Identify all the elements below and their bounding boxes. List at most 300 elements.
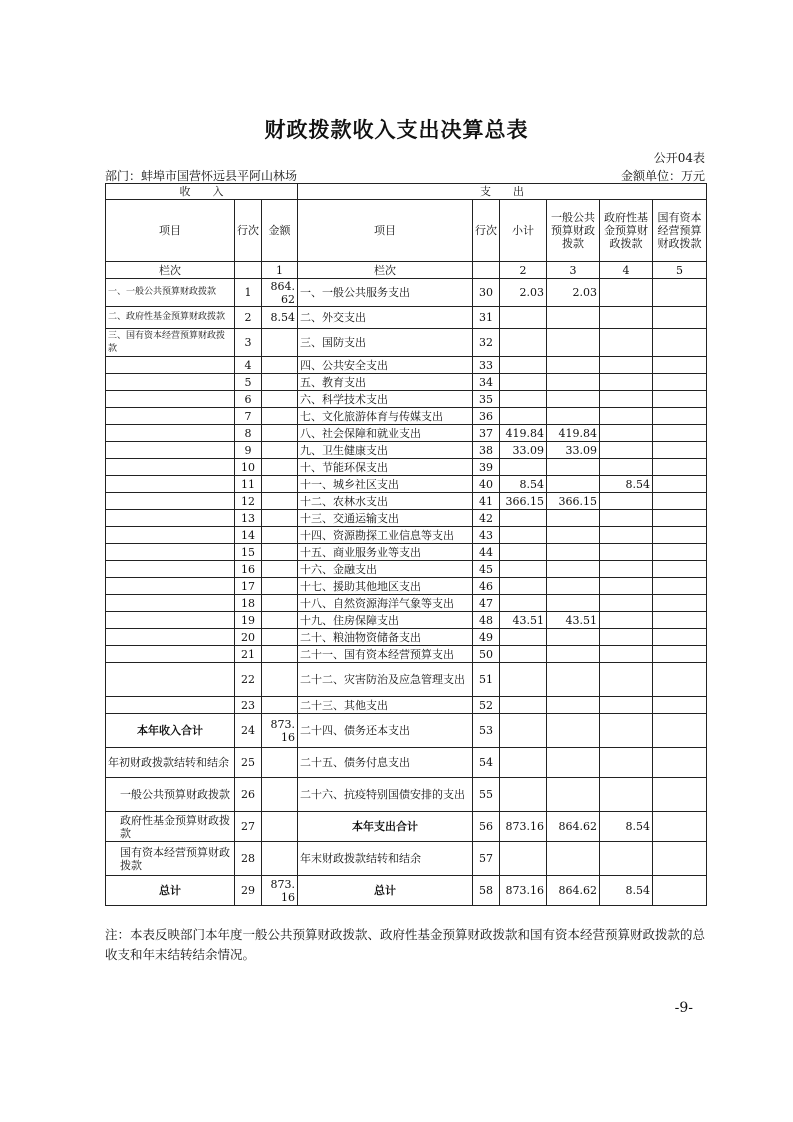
income-item <box>106 527 235 544</box>
income-line-no: 29 <box>235 876 262 906</box>
state-capital-value <box>653 748 707 778</box>
state-capital-value <box>653 307 707 329</box>
fund-budget-value <box>600 459 653 476</box>
table-row <box>106 595 707 612</box>
expense-line-no: 57 <box>473 842 500 876</box>
subtotal-value <box>500 714 547 748</box>
subtotal-value <box>500 748 547 778</box>
income-item: 二、政府性基金预算财政拨款 <box>106 307 235 329</box>
general-budget-value <box>547 714 600 748</box>
col-1: 1 <box>262 262 298 279</box>
expense-col-label: 栏次 <box>298 262 473 279</box>
expense-item: 十三、交通运输支出 <box>298 510 473 527</box>
empty-cell <box>235 262 262 279</box>
income-item <box>106 442 235 459</box>
income-item <box>106 629 235 646</box>
general-budget-value: 864.62 <box>547 876 600 906</box>
state-capital-value <box>653 646 707 663</box>
income-amount <box>262 510 298 527</box>
income-item <box>106 459 235 476</box>
state-capital-value <box>653 544 707 561</box>
income-line-no: 1 <box>235 279 262 307</box>
subtotal-value <box>500 663 547 697</box>
state-capital-value <box>653 876 707 906</box>
expense-item: 三、国防支出 <box>298 329 473 357</box>
income-header: 收 入 <box>106 184 298 200</box>
fund-budget-value <box>600 510 653 527</box>
expense-line-no: 48 <box>473 612 500 629</box>
subtotal-value: 873.16 <box>500 876 547 906</box>
income-line-no: 25 <box>235 748 262 778</box>
income-item <box>106 697 235 714</box>
fund-budget-value <box>600 663 653 697</box>
income-amount <box>262 459 298 476</box>
expense-item: 十一、城乡社区支出 <box>298 476 473 493</box>
expense-line-no: 55 <box>473 778 500 812</box>
state-capital-value <box>653 425 707 442</box>
subtotal-value <box>500 329 547 357</box>
general-budget-value <box>547 510 600 527</box>
expense-item-header: 项目 <box>298 200 473 262</box>
page-title: 财政拨款收入支出决算总表 <box>264 118 529 142</box>
general-budget-value <box>547 527 600 544</box>
fund-budget-value <box>600 778 653 812</box>
fund-budget-value <box>600 842 653 876</box>
income-item <box>106 493 235 510</box>
general-budget-value: 33.09 <box>547 442 600 459</box>
table-row <box>106 842 707 876</box>
income-line-no: 5 <box>235 374 262 391</box>
income-amount <box>262 578 298 595</box>
income-item <box>106 663 235 697</box>
expense-item: 本年支出合计 <box>298 812 473 842</box>
general-budget-value: 2.03 <box>547 279 600 307</box>
expense-line-no: 36 <box>473 408 500 425</box>
expense-item: 十二、农林水支出 <box>298 493 473 510</box>
fund-budget-value: 8.54 <box>600 812 653 842</box>
expense-item: 十九、住房保障支出 <box>298 612 473 629</box>
table-row <box>106 812 707 842</box>
expense-item: 二十四、债务还本支出 <box>298 714 473 748</box>
fund-budget-value <box>600 408 653 425</box>
fund-budget-value <box>600 629 653 646</box>
col-4: 4 <box>600 262 653 279</box>
expense-item: 七、文化旅游体育与传媒支出 <box>298 408 473 425</box>
income-amount: 873.16 <box>262 714 298 748</box>
fund-budget-value <box>600 374 653 391</box>
expense-item: 十八、自然资源海洋气象等支出 <box>298 595 473 612</box>
subtotal-value <box>500 357 547 374</box>
general-budget-value <box>547 391 600 408</box>
income-amount <box>262 812 298 842</box>
table-row <box>106 510 707 527</box>
general-budget-value: 366.15 <box>547 493 600 510</box>
general-budget-value <box>547 329 600 357</box>
general-budget-value <box>547 476 600 493</box>
income-item <box>106 646 235 663</box>
form-code: 公开04表 <box>653 151 705 165</box>
table-row <box>106 425 707 442</box>
income-amount <box>262 595 298 612</box>
table-row <box>106 561 707 578</box>
income-item <box>106 561 235 578</box>
expense-item: 五、教育支出 <box>298 374 473 391</box>
income-line-no: 22 <box>235 663 262 697</box>
subtotal-value <box>500 374 547 391</box>
income-item: 政府性基金预算财政拨款 <box>106 812 235 842</box>
table-row <box>106 279 707 307</box>
expense-line-no: 58 <box>473 876 500 906</box>
subtotal-value <box>500 544 547 561</box>
expense-line-no: 34 <box>473 374 500 391</box>
income-item <box>106 425 235 442</box>
department-label: 部门：蚌埠市国营怀远县平阿山林场 <box>105 169 298 183</box>
general-budget-value: 419.84 <box>547 425 600 442</box>
income-item: 一、一般公共预算财政拨款 <box>106 279 235 307</box>
general-budget-value: 43.51 <box>547 612 600 629</box>
col-5: 5 <box>653 262 707 279</box>
general-budget-value <box>547 595 600 612</box>
table-row <box>106 748 707 778</box>
income-item <box>106 578 235 595</box>
subtotal-value: 43.51 <box>500 612 547 629</box>
table-row <box>106 329 707 357</box>
expense-line-no: 46 <box>473 578 500 595</box>
subtotal-header: 小计 <box>500 200 547 262</box>
table-row <box>106 459 707 476</box>
income-line-no: 2 <box>235 307 262 329</box>
subtotal-value: 33.09 <box>500 442 547 459</box>
income-item <box>106 476 235 493</box>
table-row <box>106 493 707 510</box>
expense-item: 八、社会保障和就业支出 <box>298 425 473 442</box>
fund-budget-value <box>600 714 653 748</box>
expense-item: 十、节能环保支出 <box>298 459 473 476</box>
table-row <box>106 714 707 748</box>
state-capital-value <box>653 459 707 476</box>
income-amount <box>262 374 298 391</box>
general-budget-value <box>547 646 600 663</box>
subtotal-value: 873.16 <box>500 812 547 842</box>
table-row <box>106 357 707 374</box>
subtotal-value: 419.84 <box>500 425 547 442</box>
general-budget-value <box>547 307 600 329</box>
income-amount <box>262 408 298 425</box>
subtotal-value: 8.54 <box>500 476 547 493</box>
table-row <box>106 629 707 646</box>
expense-line-no: 33 <box>473 357 500 374</box>
income-amount <box>262 697 298 714</box>
income-amount <box>262 778 298 812</box>
subtotal-value <box>500 408 547 425</box>
subtotal-value <box>500 307 547 329</box>
income-line-no: 20 <box>235 629 262 646</box>
expense-item: 二十二、灾害防治及应急管理支出 <box>298 663 473 697</box>
expense-line-no: 31 <box>473 307 500 329</box>
fund-budget-value <box>600 357 653 374</box>
table-row <box>106 697 707 714</box>
income-amount <box>262 357 298 374</box>
state-capital-value <box>653 778 707 812</box>
table-row <box>106 876 707 906</box>
expense-header: 支 出 <box>298 184 707 200</box>
income-amount-header: 金额 <box>262 200 298 262</box>
income-amount <box>262 425 298 442</box>
expense-line-no: 52 <box>473 697 500 714</box>
table-row <box>106 778 707 812</box>
income-line-no: 14 <box>235 527 262 544</box>
table-row <box>106 578 707 595</box>
income-line-no-header: 行次 <box>235 200 262 262</box>
income-amount <box>262 527 298 544</box>
table-row <box>106 442 707 459</box>
state-capital-value <box>653 357 707 374</box>
state-capital-value <box>653 391 707 408</box>
general-budget-value <box>547 778 600 812</box>
income-item <box>106 374 235 391</box>
income-item: 总计 <box>106 876 235 906</box>
fund-budget-header: 政府性基金预算财政拨款 <box>600 200 653 262</box>
expense-item: 九、卫生健康支出 <box>298 442 473 459</box>
table-row <box>106 391 707 408</box>
expense-item: 总计 <box>298 876 473 906</box>
general-budget-value <box>547 842 600 876</box>
general-budget-value <box>547 561 600 578</box>
expense-item: 十六、金融支出 <box>298 561 473 578</box>
state-capital-value <box>653 374 707 391</box>
state-capital-value <box>653 442 707 459</box>
income-line-no: 13 <box>235 510 262 527</box>
income-amount <box>262 842 298 876</box>
income-item: 国有资本经营预算财政拨款 <box>106 842 235 876</box>
state-capital-value <box>653 561 707 578</box>
expense-line-no: 43 <box>473 527 500 544</box>
state-capital-value <box>653 279 707 307</box>
fund-budget-value: 8.54 <box>600 876 653 906</box>
subtotal-value <box>500 391 547 408</box>
expense-line-no: 53 <box>473 714 500 748</box>
income-line-no: 17 <box>235 578 262 595</box>
budget-table <box>105 183 707 906</box>
income-amount: 8.54 <box>262 307 298 329</box>
state-capital-value <box>653 595 707 612</box>
income-amount: 873.16 <box>262 876 298 906</box>
general-budget-value <box>547 544 600 561</box>
income-item-header: 项目 <box>106 200 235 262</box>
general-budget-value <box>547 408 600 425</box>
subtotal-value <box>500 578 547 595</box>
income-line-no: 26 <box>235 778 262 812</box>
expense-line-no: 44 <box>473 544 500 561</box>
fund-budget-value <box>600 391 653 408</box>
table-row <box>106 476 707 493</box>
income-amount <box>262 561 298 578</box>
expense-item: 二、外交支出 <box>298 307 473 329</box>
expense-line-no: 37 <box>473 425 500 442</box>
income-amount <box>262 476 298 493</box>
expense-line-no: 41 <box>473 493 500 510</box>
income-line-no: 6 <box>235 391 262 408</box>
income-line-no: 24 <box>235 714 262 748</box>
fund-budget-value <box>600 425 653 442</box>
income-amount <box>262 663 298 697</box>
general-budget-value <box>547 697 600 714</box>
expense-item: 二十一、国有资本经营预算支出 <box>298 646 473 663</box>
subtotal-value <box>500 527 547 544</box>
fund-budget-value <box>600 527 653 544</box>
income-line-no: 27 <box>235 812 262 842</box>
page-number: -9- <box>674 1000 693 1016</box>
table-row <box>106 307 707 329</box>
expense-line-no: 45 <box>473 561 500 578</box>
expense-item: 二十五、债务付息支出 <box>298 748 473 778</box>
income-item: 本年收入合计 <box>106 714 235 748</box>
income-amount <box>262 612 298 629</box>
state-capital-value <box>653 663 707 697</box>
expense-line-no: 42 <box>473 510 500 527</box>
state-capital-value <box>653 714 707 748</box>
expense-line-no: 30 <box>473 279 500 307</box>
income-item: 三、国有资本经营预算财政拨款 <box>106 329 235 357</box>
fund-budget-value <box>600 329 653 357</box>
fund-budget-value <box>600 307 653 329</box>
income-amount <box>262 493 298 510</box>
subtotal-value <box>500 646 547 663</box>
state-capital-value <box>653 697 707 714</box>
subtotal-value: 366.15 <box>500 493 547 510</box>
income-line-no: 18 <box>235 595 262 612</box>
fund-budget-value <box>600 697 653 714</box>
subtotal-value <box>500 459 547 476</box>
state-capital-value <box>653 476 707 493</box>
income-item <box>106 408 235 425</box>
table-row <box>106 374 707 391</box>
expense-item: 六、科学技术支出 <box>298 391 473 408</box>
income-line-no: 8 <box>235 425 262 442</box>
state-capital-value <box>653 612 707 629</box>
income-line-no: 4 <box>235 357 262 374</box>
income-amount <box>262 629 298 646</box>
expense-line-no: 35 <box>473 391 500 408</box>
expense-item: 十四、资源勘探工业信息等支出 <box>298 527 473 544</box>
state-capital-value <box>653 527 707 544</box>
state-capital-header: 国有资本经营预算财政拨款 <box>653 200 707 262</box>
expense-line-no: 39 <box>473 459 500 476</box>
subtotal-value <box>500 697 547 714</box>
income-item: 年初财政拨款结转和结余 <box>106 748 235 778</box>
income-item <box>106 544 235 561</box>
subtotal-value <box>500 842 547 876</box>
income-item <box>106 391 235 408</box>
income-line-no: 23 <box>235 697 262 714</box>
income-line-no: 11 <box>235 476 262 493</box>
table-row <box>106 408 707 425</box>
state-capital-value <box>653 493 707 510</box>
fund-budget-value <box>600 544 653 561</box>
income-line-no: 15 <box>235 544 262 561</box>
income-line-no: 21 <box>235 646 262 663</box>
state-capital-value <box>653 812 707 842</box>
income-amount <box>262 748 298 778</box>
general-budget-value: 864.62 <box>547 812 600 842</box>
income-amount <box>262 646 298 663</box>
general-budget-value <box>547 578 600 595</box>
income-amount: 864.62 <box>262 279 298 307</box>
subtotal-value <box>500 629 547 646</box>
table-row <box>106 646 707 663</box>
expense-line-no: 49 <box>473 629 500 646</box>
expense-item: 十五、商业服务业等支出 <box>298 544 473 561</box>
subtotal-value <box>500 510 547 527</box>
fund-budget-value <box>600 646 653 663</box>
fund-budget-value <box>600 279 653 307</box>
expense-item: 四、公共安全支出 <box>298 357 473 374</box>
general-budget-value <box>547 748 600 778</box>
income-item <box>106 595 235 612</box>
state-capital-value <box>653 329 707 357</box>
fund-budget-value <box>600 493 653 510</box>
expense-line-no-header: 行次 <box>473 200 500 262</box>
fund-budget-value <box>600 442 653 459</box>
empty-cell <box>473 262 500 279</box>
income-item <box>106 357 235 374</box>
expense-item: 二十三、其他支出 <box>298 697 473 714</box>
col-3: 3 <box>547 262 600 279</box>
fund-budget-value <box>600 748 653 778</box>
expense-line-no: 32 <box>473 329 500 357</box>
income-item <box>106 612 235 629</box>
state-capital-value <box>653 578 707 595</box>
expense-line-no: 38 <box>473 442 500 459</box>
income-amount <box>262 544 298 561</box>
state-capital-value <box>653 510 707 527</box>
general-budget-value <box>547 374 600 391</box>
state-capital-value <box>653 629 707 646</box>
fund-budget-value <box>600 578 653 595</box>
table-row <box>106 612 707 629</box>
income-line-no: 7 <box>235 408 262 425</box>
expense-item: 年末财政拨款结转和结余 <box>298 842 473 876</box>
income-line-no: 28 <box>235 842 262 876</box>
expense-item: 十七、援助其他地区支出 <box>298 578 473 595</box>
expense-line-no: 56 <box>473 812 500 842</box>
expense-line-no: 51 <box>473 663 500 697</box>
income-item: 一般公共预算财政拨款 <box>106 778 235 812</box>
income-amount <box>262 391 298 408</box>
general-budget-value <box>547 663 600 697</box>
table-row <box>106 527 707 544</box>
fund-budget-value: 8.54 <box>600 476 653 493</box>
expense-line-no: 54 <box>473 748 500 778</box>
footnote: 注：本表反映部门本年度一般公共预算财政拨款、政府性基金预算财政拨款和国有资本经营预算财政拨款的总收支和年末结转结余情况。 <box>105 927 706 962</box>
income-line-no: 9 <box>235 442 262 459</box>
expense-item: 二十六、抗疫特别国债安排的支出 <box>298 778 473 812</box>
subtotal-value <box>500 595 547 612</box>
subtotal-value <box>500 778 547 812</box>
general-budget-header: 一般公共预算财政拨款 <box>547 200 600 262</box>
general-budget-value <box>547 629 600 646</box>
income-col-label: 栏次 <box>106 262 235 279</box>
state-capital-value <box>653 842 707 876</box>
expense-line-no: 50 <box>473 646 500 663</box>
income-line-no: 19 <box>235 612 262 629</box>
col-2: 2 <box>500 262 547 279</box>
income-line-no: 16 <box>235 561 262 578</box>
subtotal-value <box>500 561 547 578</box>
expense-item: 一、一般公共服务支出 <box>298 279 473 307</box>
general-budget-value <box>547 459 600 476</box>
income-line-no: 3 <box>235 329 262 357</box>
